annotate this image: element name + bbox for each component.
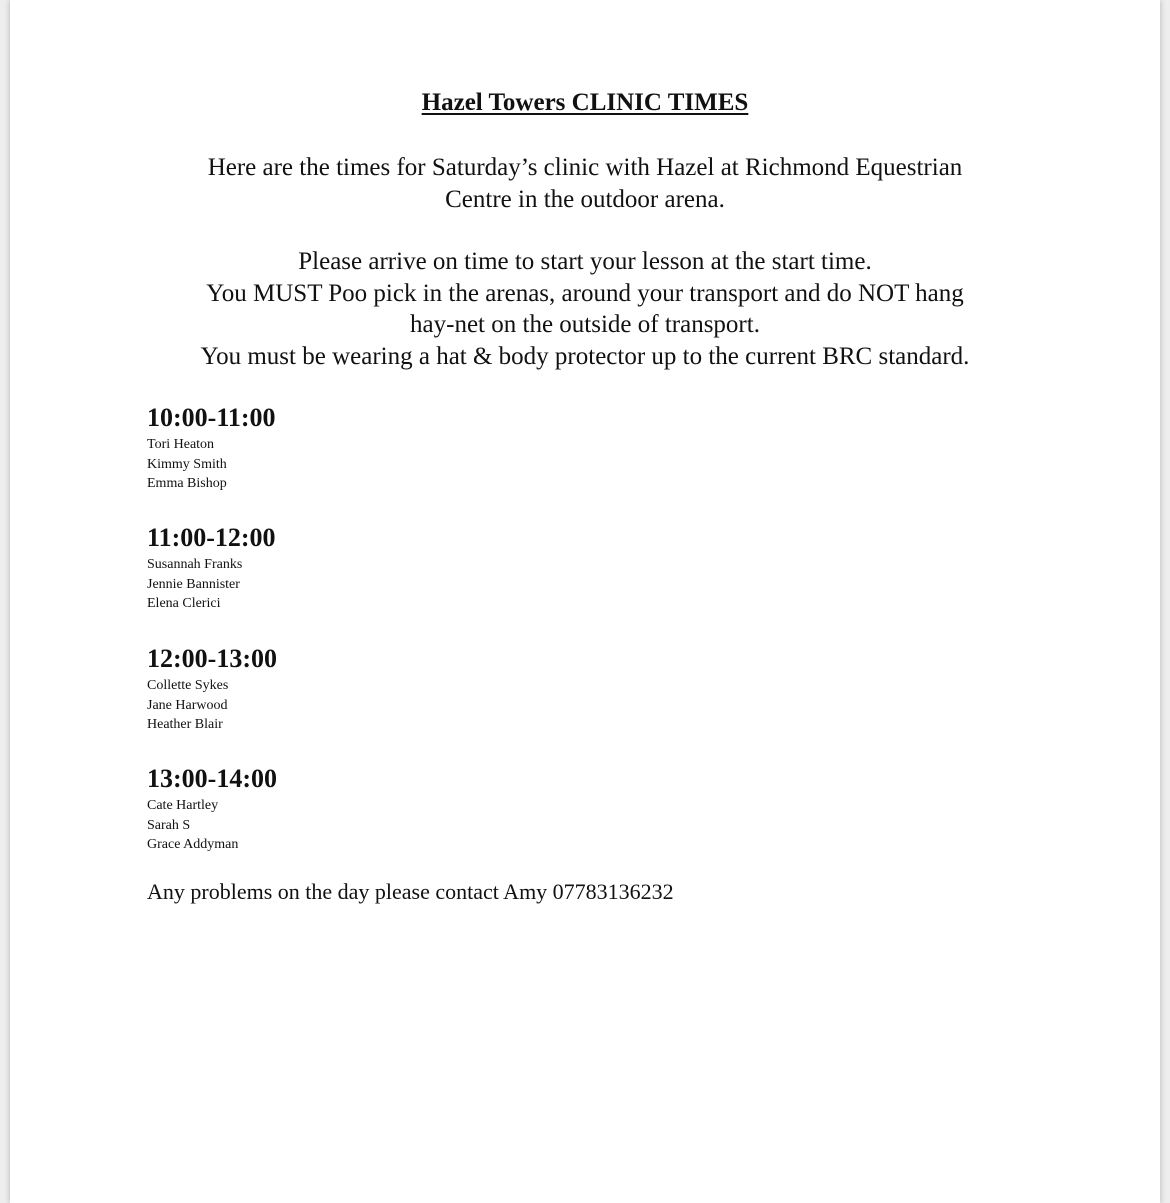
intro-paragraph-rules: [10, 246, 1160, 372]
slot-time: 12:00-13:00: [147, 644, 277, 673]
rider-name: Jennie Bannister: [147, 576, 240, 592]
rider-list: [147, 676, 277, 735]
rule-line: Please arrive on time to start your lesson at the start time.: [298, 248, 872, 275]
intro-line: Centre in the outdoor arena.: [445, 185, 725, 213]
rider-list: [147, 796, 277, 855]
rider-list: [147, 555, 276, 614]
rider-name: Grace Addyman: [147, 837, 239, 852]
time-slot-4: [147, 764, 277, 855]
contact-line: Any problems on the day please contact Amy 07783136232: [147, 879, 674, 904]
rider-name: Susannah Franks: [147, 557, 243, 572]
intro-line: Here are the times for Saturday’s clinic with Hazel at Richmond Equestrian: [207, 154, 963, 181]
slot-time: 10:00-11:00: [147, 403, 276, 432]
rule-line: You must be wearing a hat & body protector up to the current BRC standard.: [200, 342, 970, 370]
time-slot-1: [147, 403, 276, 494]
rider-name: Kimmy Smith: [147, 456, 227, 472]
rider-name: Cate Hartley: [147, 798, 219, 813]
rider-name: Heather Blair: [147, 717, 223, 732]
rule-line: hay-net on the outside of transport.: [410, 311, 760, 338]
rider-name: Elena Clerici: [147, 596, 221, 611]
intro-paragraph-location: [10, 152, 1160, 215]
rider-name: Jane Harwood: [147, 697, 228, 713]
time-slot-3: [147, 644, 277, 735]
rider-name: Emma Bishop: [147, 476, 227, 491]
rule-line: You MUST Poo pick in the arenas, around your transport and do NOT hang: [206, 279, 964, 307]
rider-name: Tori Heaton: [147, 437, 215, 452]
document-title: Hazel Towers CLINIC TIMES: [421, 89, 749, 116]
slot-time: 13:00-14:00: [147, 764, 277, 793]
rider-name: Sarah S: [147, 817, 191, 833]
time-slot-2: [147, 523, 276, 614]
rider-list: [147, 435, 276, 494]
rider-name: Collette Sykes: [147, 678, 229, 693]
document-page: [10, 0, 1160, 1203]
slot-time: 11:00-12:00: [147, 523, 276, 552]
